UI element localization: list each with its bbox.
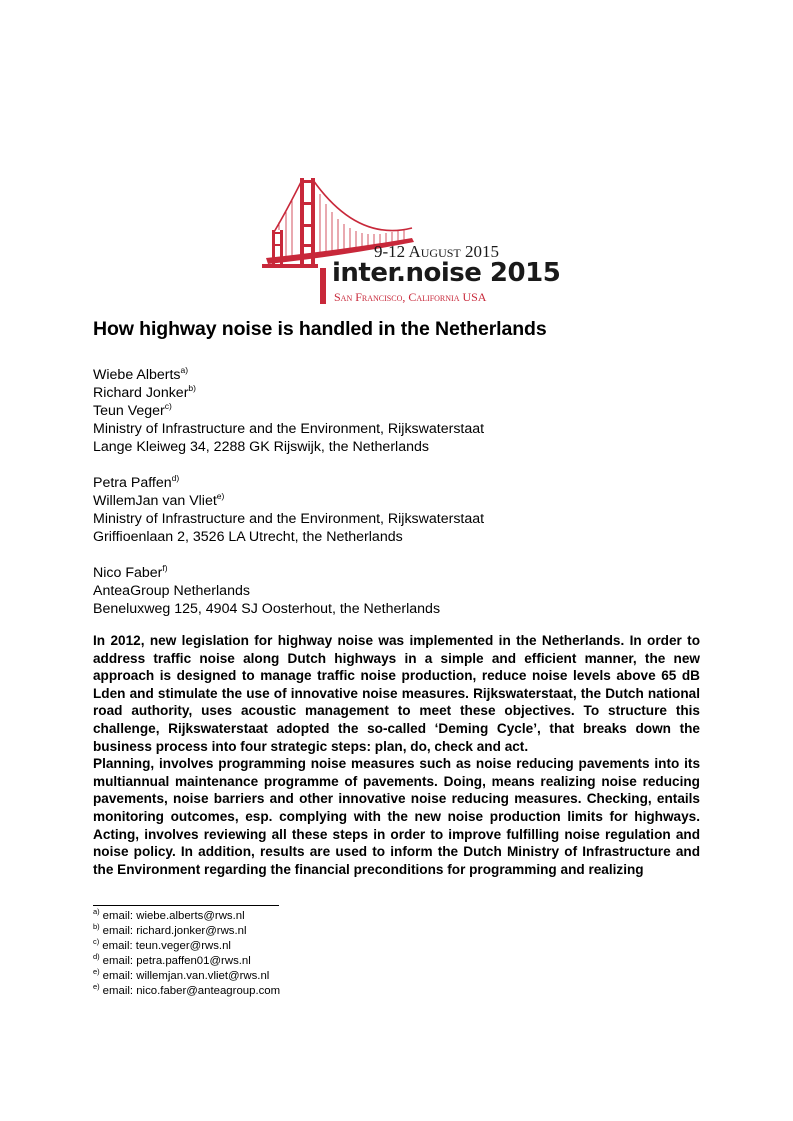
author-name bbox=[93, 384, 484, 402]
author-name bbox=[93, 564, 484, 582]
footnote-mark: c) bbox=[93, 937, 100, 946]
logo-brand: inter.noise 2015 bbox=[332, 258, 561, 288]
author-address: Beneluxweg 125, 4904 SJ Oosterhout, the Netherlands bbox=[93, 601, 441, 617]
footnote-email: email: willemjan.van.vliet@rws.nl bbox=[102, 970, 270, 982]
footnote-email: email: petra.paffen01@rws.nl bbox=[102, 955, 251, 967]
author-address: Griffioenlaan 2, 3526 LA Utrecht, the Netherlands bbox=[93, 529, 403, 545]
logo-date: 9-12 August 2015 bbox=[374, 242, 500, 261]
footnote bbox=[93, 939, 280, 954]
footnote bbox=[93, 924, 280, 939]
footnote-mark: b) bbox=[93, 922, 100, 931]
footnote-email: email: teun.veger@rws.nl bbox=[102, 940, 231, 952]
author-name-text: Petra Paffen bbox=[93, 475, 172, 491]
footnote-email: email: wiebe.alberts@rws.nl bbox=[102, 910, 245, 922]
author-address: Lange Kleiweg 34, 2288 GK Rijswijk, the Netherlands bbox=[93, 439, 429, 455]
footnote-mark: d) bbox=[93, 952, 100, 961]
abstract-paragraph: Planning, involves programming noise measures such as noise reducing pavements into its multiannual maintenance programme of pavements. Doing, means realizing noise reducing pavements, noise barriers and other innovative noise reducing measures. Checking, entails monitoring outcomes, esp. complying with the new noise production limits for highways. Acting, involves reviewing all these steps in order to improve fulfilling noise regulation and noise policy. In addition, results are used to inform the Dutch Ministry of Infrastructure and the Environment regarding the financial preconditions for programming and realizing bbox=[93, 756, 700, 877]
author-footnote-mark: b) bbox=[188, 383, 196, 393]
footnote bbox=[93, 984, 280, 999]
author-affiliation: Ministry of Infrastructure and the Environment, Rijkswaterstaat bbox=[93, 511, 485, 527]
author-footnote-mark: f) bbox=[162, 563, 168, 573]
author-footnote-mark: a) bbox=[180, 365, 189, 375]
logo-location: San Francisco, California USA bbox=[334, 290, 487, 304]
author-affiliation: Ministry of Infrastructure and the Environment, Rijkswaterstaat bbox=[93, 421, 485, 437]
footnote-email: email: nico.faber@anteagroup.com bbox=[102, 985, 281, 997]
author-name bbox=[93, 366, 484, 384]
paper-title: How highway noise is handled in the Netherlands bbox=[93, 318, 547, 340]
footnote bbox=[93, 909, 280, 924]
author-name-text: Richard Jonker bbox=[93, 385, 189, 401]
author-name bbox=[93, 492, 484, 510]
author-name-text: WillemJan van Vliet bbox=[93, 493, 217, 509]
author-name-text: Nico Faber bbox=[93, 565, 163, 581]
author-footnote-mark: c) bbox=[164, 401, 172, 411]
footnote-email: email: richard.jonker@rws.nl bbox=[102, 925, 247, 937]
author-block bbox=[93, 366, 484, 618]
author-footnote-mark: d) bbox=[171, 473, 180, 483]
footnote-mark: e) bbox=[93, 967, 100, 976]
footnote-mark: e) bbox=[93, 982, 100, 991]
author-name-text: Wiebe Alberts bbox=[93, 367, 181, 383]
author-name bbox=[93, 474, 484, 492]
abstract-paragraph: In 2012, new legislation for highway noise was implemented in the Netherlands. In order to address traffic noise along Dutch highways in a simple and efficient manner, the new approach is designed to manage traffic noise production, reduce noise levels above 65 dB Lden and stimulate the use of innovative noise measures. Rijkswaterstaat, the Dutch national road authority, uses acoustic management to meet these objectives. To structure this challenge, Rijkswaterstaat adopted the so-called ‘Deming Cycle’, that breaks down the business process into four strategic steps: plan, do, check and act. bbox=[93, 633, 700, 754]
footnote bbox=[93, 954, 280, 969]
author-name-text: Teun Veger bbox=[93, 403, 165, 419]
abstract bbox=[93, 632, 700, 878]
conference-logo bbox=[262, 172, 561, 308]
author-name bbox=[93, 402, 484, 420]
footnotes bbox=[93, 909, 280, 999]
footnote-rule bbox=[93, 905, 279, 906]
author-affiliation: AnteaGroup Netherlands bbox=[93, 583, 250, 599]
footnote-mark: a) bbox=[93, 907, 100, 916]
footnote bbox=[93, 969, 280, 984]
author-footnote-mark: e) bbox=[216, 491, 225, 501]
